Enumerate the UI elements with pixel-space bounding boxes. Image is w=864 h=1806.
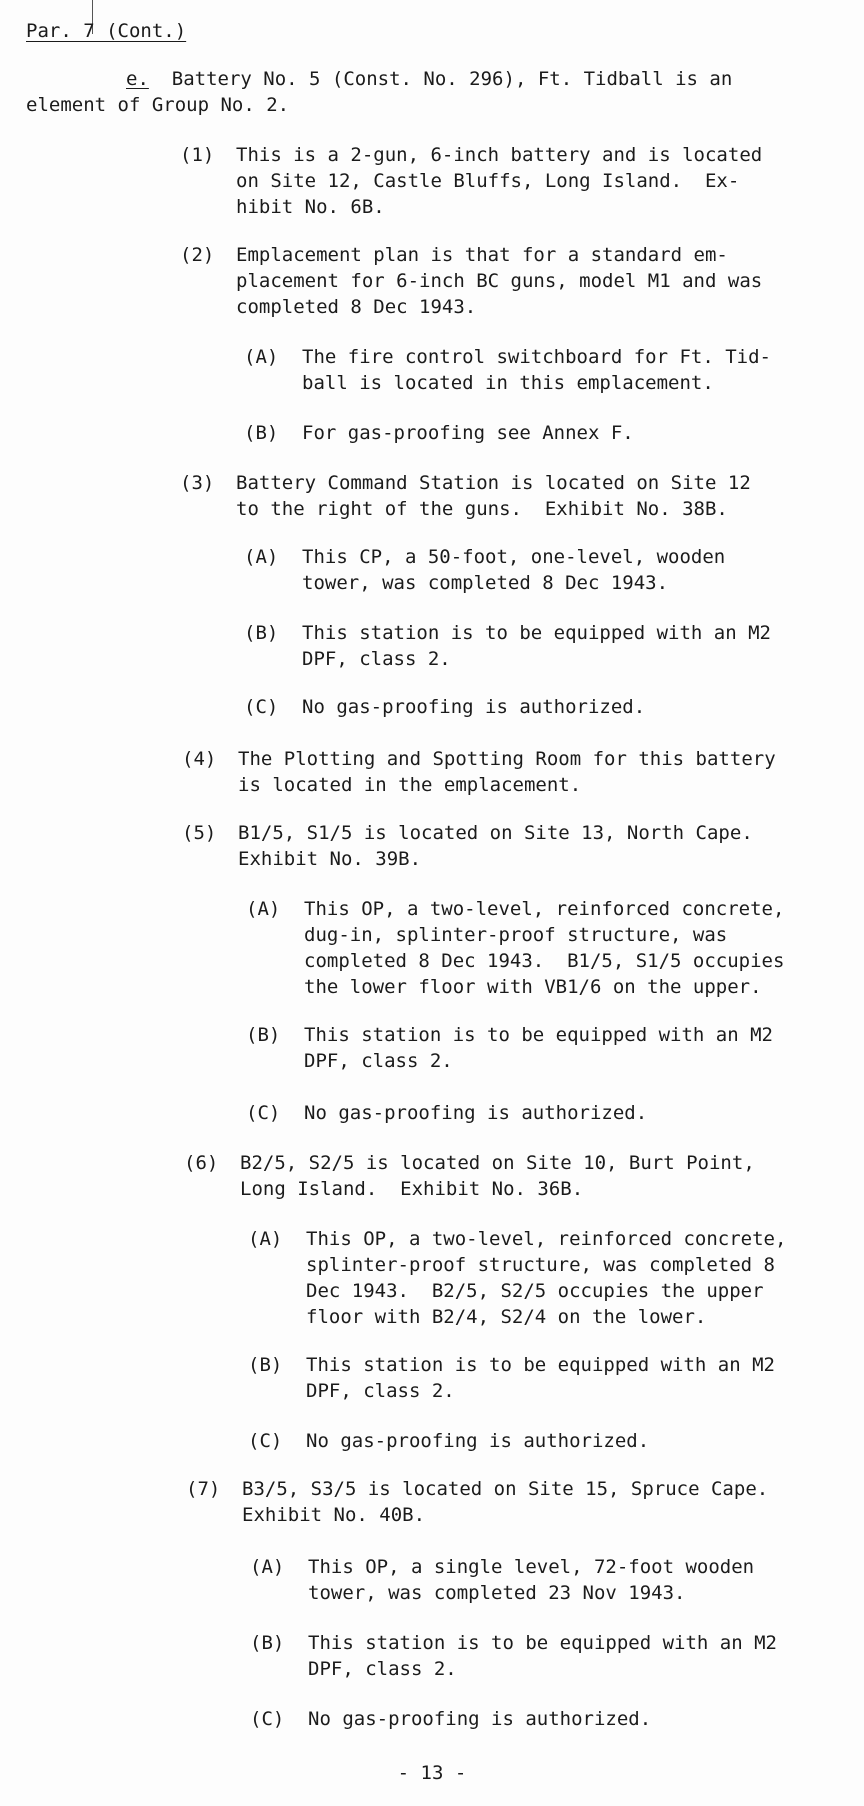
sub-item-text: This station is to be equipped with an M2 DPF, class 2. [308, 1632, 777, 1680]
item-number: (5) [182, 822, 217, 844]
item-number: (4) [182, 748, 217, 770]
item-2 [180, 242, 762, 320]
sub-item-number: (C) [244, 696, 279, 718]
item-text: The Plotting and Spotting Room for this battery is located in the emplacement. [238, 748, 776, 796]
sub-item-number: (B) [250, 1632, 285, 1654]
sub-item-number: (A) [244, 546, 279, 568]
sub-item-text: No gas-proofing is authorized. [302, 696, 646, 718]
item-text: B3/5, S3/5 is located on Site 15, Spruce Cape. Exhibit No. 40B. [242, 1478, 769, 1526]
intro-text: Battery No. 5 (Const. No. 296), Ft. Tidball is an element of Group No. 2. [26, 68, 733, 116]
page-number: - 13 - [397, 1762, 467, 1784]
item-6-sub-c [248, 1428, 649, 1454]
sub-item-number: (B) [244, 622, 279, 644]
sub-item-number: (A) [248, 1228, 283, 1250]
item-text: B2/5, S2/5 is located on Site 10, Burt Point, Long Island. Exhibit No. 36B. [240, 1152, 755, 1200]
item-6 [184, 1150, 755, 1202]
item-1 [180, 142, 762, 220]
sub-item-number: (B) [246, 1024, 281, 1046]
item-text: B1/5, S1/5 is located on Site 13, North Cape. Exhibit No. 39B. [238, 822, 753, 870]
item-7-sub-c [250, 1706, 651, 1732]
item-6-sub-a [248, 1226, 786, 1330]
sub-item-number: (B) [248, 1354, 283, 1376]
sub-item-number: (B) [244, 422, 279, 444]
sub-item-text: For gas-proofing see Annex F. [302, 422, 634, 444]
item-text: Battery Command Station is located on Site 12 to the right of the guns. Exhibit No. 38B. [236, 472, 751, 520]
item-number: (1) [180, 144, 215, 166]
intro-paragraph [26, 66, 732, 118]
sub-item-text: No gas-proofing is authorized. [306, 1430, 650, 1452]
sub-item-text: This station is to be equipped with an M2 DPF, class 2. [306, 1354, 775, 1402]
item-5-sub-b [246, 1022, 773, 1074]
item-7 [186, 1476, 768, 1528]
item-3-sub-b [244, 620, 771, 672]
sub-item-number: (C) [246, 1102, 281, 1124]
item-2-sub-b [244, 420, 634, 446]
sub-item-text: This OP, a two-level, reinforced concrete, dug-in, splinter-proof structure, was completed 8 Dec 1943. B1/5, S1/5 occupies the lower floor with VB1/6 on the upper. [304, 898, 785, 998]
sub-item-text: No gas-proofing is authorized. [308, 1708, 652, 1730]
item-text: This is a 2-gun, 6-inch battery and is located on Site 12, Castle Bluffs, Long Island. Ex- hibit No. 6B. [236, 144, 763, 218]
intro-letter: e. [126, 68, 149, 90]
item-3 [180, 470, 751, 522]
item-3-sub-a [244, 544, 725, 596]
sub-item-number: (A) [244, 346, 279, 368]
item-number: (3) [180, 472, 215, 494]
item-5-sub-c [246, 1100, 647, 1126]
sub-item-text: The fire control switchboard for Ft. Tid- ball is located in this emplacement. [302, 346, 771, 394]
sub-item-number: (C) [250, 1708, 285, 1730]
item-2-sub-a [244, 344, 771, 396]
item-number: (7) [186, 1478, 221, 1500]
sub-item-text: This station is to be equipped with an M2 DPF, class 2. [302, 622, 771, 670]
sub-item-number: (A) [250, 1556, 285, 1578]
sub-item-text: This OP, a single level, 72-foot wooden tower, was completed 23 Nov 1943. [308, 1556, 755, 1604]
sub-item-text: This CP, a 50-foot, one-level, wooden tower, was completed 8 Dec 1943. [302, 546, 726, 594]
item-5-sub-a [246, 896, 784, 1000]
item-5 [182, 820, 753, 872]
item-4 [182, 746, 776, 798]
item-6-sub-b [248, 1352, 775, 1404]
sub-item-text: No gas-proofing is authorized. [304, 1102, 648, 1124]
item-number: (6) [184, 1152, 219, 1174]
sub-item-text: This station is to be equipped with an M2 DPF, class 2. [304, 1024, 773, 1072]
sub-item-number: (A) [246, 898, 281, 920]
item-number: (2) [180, 244, 215, 266]
item-3-sub-c [244, 694, 645, 720]
item-7-sub-a [250, 1554, 754, 1606]
item-7-sub-b [250, 1630, 777, 1682]
sub-item-text: This OP, a two-level, reinforced concrete, splinter-proof structure, was completed 8 Dec 1943. B2/5, S2/5 occupies the upper floor with B2/4, S2/4 on the lower. [306, 1228, 787, 1328]
item-text: Emplacement plan is that for a standard em- placement for 6-inch BC guns, model M1 and was completed 8 Dec 1943. [236, 244, 763, 318]
paragraph-header: Par. 7 (Cont.) [26, 20, 187, 42]
sub-item-number: (C) [248, 1430, 283, 1452]
